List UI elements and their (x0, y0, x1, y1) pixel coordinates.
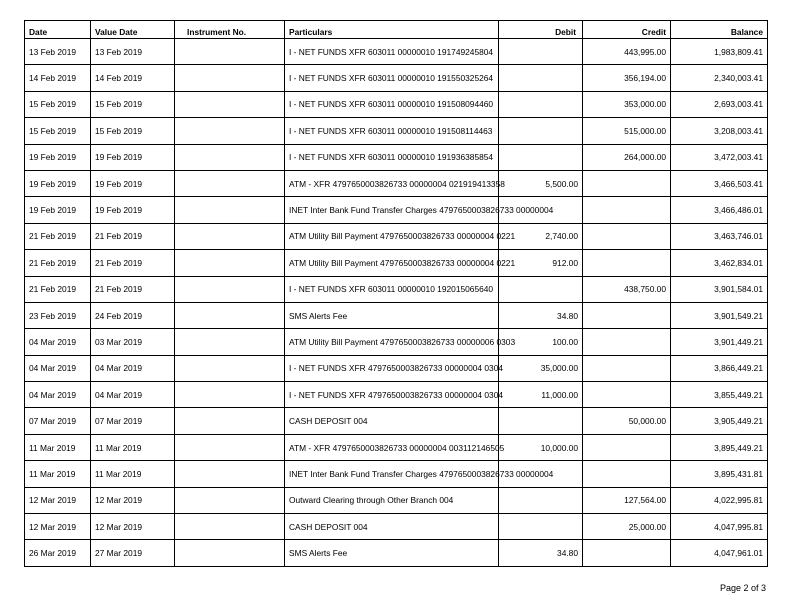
instrument-no-cell (175, 487, 285, 513)
value-date-cell: 12 Mar 2019 (91, 487, 175, 513)
balance-cell: 3,901,449.21 (671, 329, 768, 355)
debit-cell (499, 487, 583, 513)
date-cell: 07 Mar 2019 (25, 408, 91, 434)
balance-cell: 3,472,003.41 (671, 144, 768, 170)
particulars-cell: CASH DEPOSIT 004 (285, 408, 499, 434)
date-cell: 19 Feb 2019 (25, 144, 91, 170)
debit-cell (499, 91, 583, 117)
balance-cell: 3,895,449.21 (671, 434, 768, 460)
particulars-cell: ATM Utility Bill Payment 4797650003826733 00000004 0221 (285, 223, 499, 249)
particulars-cell: I - NET FUNDS XFR 603011 00000010 191550325264 (285, 65, 499, 91)
credit-cell (583, 355, 671, 381)
value-date-cell: 11 Mar 2019 (91, 434, 175, 460)
table-row (25, 434, 768, 460)
table-row (25, 91, 768, 117)
date-cell: 19 Feb 2019 (25, 170, 91, 196)
table-row (25, 540, 768, 566)
debit-cell: 10,000.00 (499, 434, 583, 460)
value-date-cell: 03 Mar 2019 (91, 329, 175, 355)
date-cell: 12 Mar 2019 (25, 487, 91, 513)
credit-cell: 127,564.00 (583, 487, 671, 513)
value-date-cell: 14 Feb 2019 (91, 65, 175, 91)
balance-cell: 3,901,549.21 (671, 302, 768, 328)
balance-cell: 1,983,809.41 (671, 39, 768, 65)
value-date-cell: 19 Feb 2019 (91, 197, 175, 223)
instrument-no-cell (175, 144, 285, 170)
particulars-cell: SMS Alerts Fee (285, 540, 499, 566)
value-date-cell: 04 Mar 2019 (91, 382, 175, 408)
date-cell: 13 Feb 2019 (25, 39, 91, 65)
value-date-cell: 15 Feb 2019 (91, 91, 175, 117)
credit-cell (583, 250, 671, 276)
debit-cell (499, 514, 583, 540)
date-cell: 21 Feb 2019 (25, 276, 91, 302)
date-cell: 21 Feb 2019 (25, 250, 91, 276)
credit-cell: 443,995.00 (583, 39, 671, 65)
debit-cell: 100.00 (499, 329, 583, 355)
transactions-table (24, 20, 768, 567)
header-particulars: Particulars (285, 21, 499, 39)
date-cell: 04 Mar 2019 (25, 329, 91, 355)
instrument-no-cell (175, 118, 285, 144)
instrument-no-cell (175, 408, 285, 434)
header-date: Date (25, 21, 91, 39)
instrument-no-cell (175, 276, 285, 302)
header-debit: Debit (499, 21, 583, 39)
balance-cell: 3,462,834.01 (671, 250, 768, 276)
debit-cell: 34.80 (499, 302, 583, 328)
particulars-cell: SMS Alerts Fee (285, 302, 499, 328)
header-balance: Balance (671, 21, 768, 39)
balance-cell: 2,693,003.41 (671, 91, 768, 117)
table-row (25, 487, 768, 513)
header-value-date: Value Date (91, 21, 175, 39)
balance-cell: 3,466,503.41 (671, 170, 768, 196)
date-cell: 19 Feb 2019 (25, 197, 91, 223)
debit-cell (499, 118, 583, 144)
debit-cell: 5,500.00 (499, 170, 583, 196)
page-number: Page 2 of 3 (719, 583, 766, 593)
particulars-cell: INET Inter Bank Fund Transfer Charges 4797650003826733 00000004 (285, 197, 499, 223)
instrument-no-cell (175, 91, 285, 117)
header-instrument-no: Instrument No. (175, 21, 285, 39)
balance-cell: 2,340,003.41 (671, 65, 768, 91)
instrument-no-cell (175, 65, 285, 91)
table-row (25, 355, 768, 381)
date-cell: 04 Mar 2019 (25, 382, 91, 408)
header-credit: Credit (583, 21, 671, 39)
value-date-cell: 19 Feb 2019 (91, 144, 175, 170)
debit-cell (499, 408, 583, 434)
date-cell: 12 Mar 2019 (25, 514, 91, 540)
date-cell: 11 Mar 2019 (25, 461, 91, 487)
credit-cell (583, 461, 671, 487)
value-date-cell: 12 Mar 2019 (91, 514, 175, 540)
credit-cell (583, 329, 671, 355)
debit-cell: 2,740.00 (499, 223, 583, 249)
date-cell: 15 Feb 2019 (25, 91, 91, 117)
instrument-no-cell (175, 382, 285, 408)
instrument-no-cell (175, 39, 285, 65)
balance-cell: 3,463,746.01 (671, 223, 768, 249)
value-date-cell: 04 Mar 2019 (91, 355, 175, 381)
instrument-no-cell (175, 540, 285, 566)
table-header-row (25, 21, 768, 39)
credit-cell: 515,000.00 (583, 118, 671, 144)
debit-cell (499, 276, 583, 302)
table-row (25, 461, 768, 487)
credit-cell: 50,000.00 (583, 408, 671, 434)
table-body (25, 39, 768, 567)
particulars-cell: ATM Utility Bill Payment 4797650003826733 00000004 0221 (285, 250, 499, 276)
debit-cell (499, 144, 583, 170)
credit-cell: 264,000.00 (583, 144, 671, 170)
value-date-cell: 24 Feb 2019 (91, 302, 175, 328)
balance-cell: 3,855,449.21 (671, 382, 768, 408)
debit-cell: 35,000.00 (499, 355, 583, 381)
value-date-cell: 21 Feb 2019 (91, 250, 175, 276)
particulars-cell: Outward Clearing through Other Branch 004 (285, 487, 499, 513)
table-row (25, 118, 768, 144)
balance-cell: 4,022,995.81 (671, 487, 768, 513)
particulars-cell: ATM - XFR 4797650003826733 00000004 021919413358 (285, 170, 499, 196)
debit-cell: 912.00 (499, 250, 583, 276)
date-cell: 11 Mar 2019 (25, 434, 91, 460)
table-row (25, 250, 768, 276)
instrument-no-cell (175, 170, 285, 196)
table-row (25, 382, 768, 408)
credit-cell (583, 170, 671, 196)
balance-cell: 4,047,995.81 (671, 514, 768, 540)
date-cell: 04 Mar 2019 (25, 355, 91, 381)
date-cell: 15 Feb 2019 (25, 118, 91, 144)
instrument-no-cell (175, 223, 285, 249)
credit-cell (583, 197, 671, 223)
balance-cell: 3,866,449.21 (671, 355, 768, 381)
particulars-cell: INET Inter Bank Fund Transfer Charges 4797650003826733 00000004 (285, 461, 499, 487)
table-row (25, 329, 768, 355)
particulars-cell: I - NET FUNDS XFR 603011 00000010 192015065640 (285, 276, 499, 302)
table-row (25, 170, 768, 196)
particulars-cell: I - NET FUNDS XFR 4797650003826733 00000004 0304 (285, 355, 499, 381)
credit-cell: 25,000.00 (583, 514, 671, 540)
balance-cell: 3,208,003.41 (671, 118, 768, 144)
balance-cell: 3,895,431.81 (671, 461, 768, 487)
instrument-no-cell (175, 355, 285, 381)
particulars-cell: ATM Utility Bill Payment 4797650003826733 00000006 0303 (285, 329, 499, 355)
date-cell: 14 Feb 2019 (25, 65, 91, 91)
credit-cell: 353,000.00 (583, 91, 671, 117)
debit-cell: 34.80 (499, 540, 583, 566)
credit-cell (583, 540, 671, 566)
balance-cell: 3,901,584.01 (671, 276, 768, 302)
table-row (25, 197, 768, 223)
debit-cell (499, 65, 583, 91)
credit-cell (583, 302, 671, 328)
particulars-cell: I - NET FUNDS XFR 603011 00000010 191508114463 (285, 118, 499, 144)
value-date-cell: 27 Mar 2019 (91, 540, 175, 566)
table-row (25, 144, 768, 170)
instrument-no-cell (175, 434, 285, 460)
date-cell: 23 Feb 2019 (25, 302, 91, 328)
table-row (25, 302, 768, 328)
credit-cell: 356,194.00 (583, 65, 671, 91)
table-row (25, 276, 768, 302)
debit-cell: 11,000.00 (499, 382, 583, 408)
table-row (25, 39, 768, 65)
instrument-no-cell (175, 302, 285, 328)
particulars-cell: ATM - XFR 4797650003826733 00000004 003112146505 (285, 434, 499, 460)
particulars-cell: I - NET FUNDS XFR 4797650003826733 00000004 0304 (285, 382, 499, 408)
particulars-cell: I - NET FUNDS XFR 603011 00000010 191749245804 (285, 39, 499, 65)
table-row (25, 65, 768, 91)
value-date-cell: 07 Mar 2019 (91, 408, 175, 434)
balance-cell: 3,466,486.01 (671, 197, 768, 223)
value-date-cell: 15 Feb 2019 (91, 118, 175, 144)
table-row (25, 408, 768, 434)
balance-cell: 4,047,961.01 (671, 540, 768, 566)
instrument-no-cell (175, 514, 285, 540)
instrument-no-cell (175, 197, 285, 223)
value-date-cell: 21 Feb 2019 (91, 276, 175, 302)
value-date-cell: 19 Feb 2019 (91, 170, 175, 196)
instrument-no-cell (175, 329, 285, 355)
value-date-cell: 21 Feb 2019 (91, 223, 175, 249)
instrument-no-cell (175, 250, 285, 276)
table-row (25, 223, 768, 249)
particulars-cell: CASH DEPOSIT 004 (285, 514, 499, 540)
table-row (25, 514, 768, 540)
debit-cell (499, 39, 583, 65)
credit-cell: 438,750.00 (583, 276, 671, 302)
particulars-cell: I - NET FUNDS XFR 603011 00000010 191508094460 (285, 91, 499, 117)
credit-cell (583, 223, 671, 249)
credit-cell (583, 434, 671, 460)
value-date-cell: 11 Mar 2019 (91, 461, 175, 487)
date-cell: 21 Feb 2019 (25, 223, 91, 249)
particulars-cell: I - NET FUNDS XFR 603011 00000010 191936385854 (285, 144, 499, 170)
credit-cell (583, 382, 671, 408)
balance-cell: 3,905,449.21 (671, 408, 768, 434)
value-date-cell: 13 Feb 2019 (91, 39, 175, 65)
instrument-no-cell (175, 461, 285, 487)
date-cell: 26 Mar 2019 (25, 540, 91, 566)
